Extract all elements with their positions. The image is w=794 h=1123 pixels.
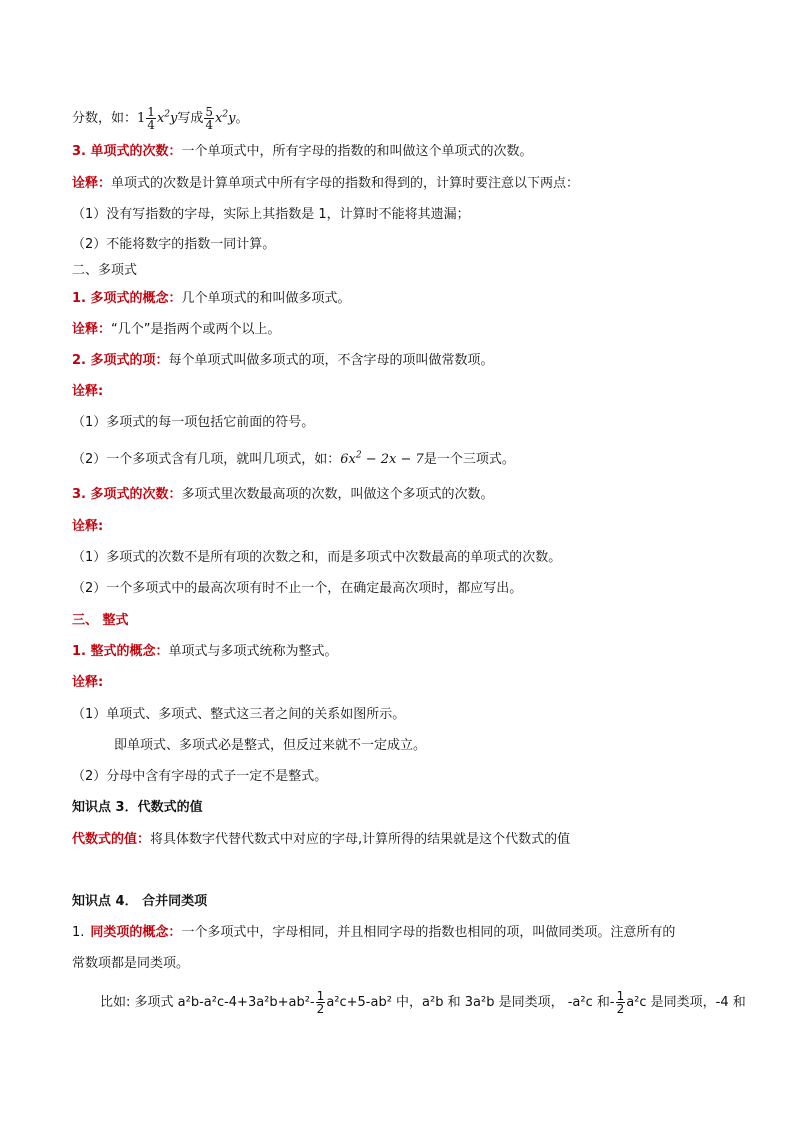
section-heading-polynomial: 二、多项式 (72, 263, 138, 278)
poly-concept-note: 诠释：“几个”是指两个或两个以上。 (72, 322, 281, 337)
poly-term-note-label: 诠释: (72, 384, 104, 399)
fraction-example: 分数，如：1 $\frac{1}{4}$ $x^2y$写成 $\frac{5}{4}$ $x^2y$。 (72, 105, 249, 132)
fraction-one-half-2: $\frac{1}{2}$ (616, 989, 625, 1016)
poly-term-item-2: （2）一个多项式含有几项，就叫几项式，如：$6x^2 - 2x - 7$是一个三项式。 (72, 450, 515, 467)
poly-degree-item-1: （1）多项式的次数不是所有项的次数之和，而是多项式中次数最高的单项式的次数。 (72, 550, 562, 565)
like-terms-example: 比如: 多项式 a²b-a²c-4+3a²b+ab²- $\frac{1}{2}$ a²c+5-ab² 中，a²b 和 3a²b 是同类项， -a²c 和- $\frac{1}{2}$ a²c 是同类项，-4 和 (100, 989, 746, 1016)
poly-degree-item-2: （2）一个多项式中的最高次项有时不止一个，在确定最高次项时，都应写出。 (72, 581, 523, 596)
integral-note-label: 诠释: (72, 675, 104, 690)
poly-term: 2. 多项式的项：每个单项式叫做多项式的项，不含字母的项叫做常数项。 (72, 353, 494, 368)
poly-concept: 1. 多项式的概念：几个单项式的和叫做多项式。 (72, 291, 351, 306)
integral-item-2: （2）分母中含有字母的式子一定不是整式。 (72, 769, 328, 784)
integral-concept: 1. 整式的概念：单项式与多项式统称为整式。 (72, 644, 338, 659)
fraction-one-quarter: $\frac{1}{4}$ (147, 105, 155, 132)
mono-degree-item-1: （1）没有写指数的字母，实际上其指数是 1，计算时不能将其遗漏； (72, 207, 470, 222)
integral-item-1: （1）单项式、多项式、整式这三者之间的关系如图所示。 (72, 707, 406, 722)
integral-item-1-continued: 即单项式、多项式必是整式，但反过来就不一定成立。 (114, 738, 427, 753)
fraction-one-half: $\frac{1}{2}$ (316, 989, 325, 1016)
knowledge-point-3-heading: 知识点 3．代数式的值 (72, 800, 203, 815)
algebraic-value-definition: 代数式的值：将具体数字代替代数式中对应的字母,计算所得的结果就是这个代数式的值 (72, 832, 571, 847)
poly-degree: 3. 多项式的次数：多项式里次数最高项的次数，叫做这个多项式的次数。 (72, 487, 494, 502)
section-heading-integral-expression: 三、 整式 (72, 613, 129, 628)
poly-degree-note-label: 诠释: (72, 519, 104, 534)
knowledge-point-4-heading: 知识点 4． 合并同类项 (72, 894, 208, 909)
mono-degree-definition: 3. 单项式的次数：一个单项式中，所有字母的指数的和叫做这个单项式的次数。 (72, 144, 533, 159)
poly-term-item-1: （1）多项式的每一项包括它前面的符号。 (72, 415, 315, 430)
mono-degree-note: 诠释：单项式的次数是计算单项式中所有字母的指数和得到的，计算时要注意以下两点： (72, 176, 580, 191)
like-terms-definition: 1. 同类项的概念：一个多项式中，字母相同，并且相同字母的指数也相同的项，叫做同类项。注意所有的 (72, 925, 676, 940)
mono-degree-item-2: （2）不能将数字的指数一同计算。 (72, 237, 276, 252)
like-terms-definition-continued: 常数项都是同类项。 (72, 956, 190, 971)
fraction-five-quarters: $\frac{5}{4}$ (205, 105, 214, 132)
